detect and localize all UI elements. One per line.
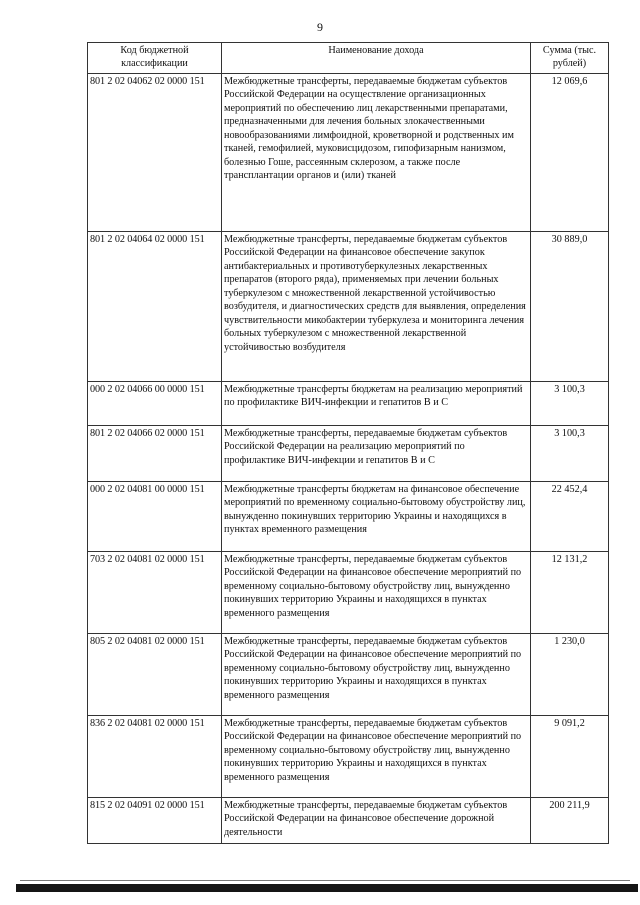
- row-sum: 12 069,6: [531, 74, 609, 232]
- table-row: [88, 634, 609, 716]
- row-code: 703 2 02 04081 02 0000 151: [88, 552, 222, 634]
- row-sum: 9 091,2: [531, 716, 609, 798]
- row-name: Межбюджетные трансферты бюджетам на реализацию мероприятий по профилактике ВИЧ-инфекции и гепатитов В и С: [222, 382, 531, 426]
- table-row: [88, 232, 609, 382]
- table-row: [88, 798, 609, 844]
- row-name: Межбюджетные трансферты, передаваемые бюджетам субъектов Российской Федерации на осуществление организационных мероприятий по обеспечению лиц лекарственными препаратами, предназначенными для лечения больных злокачественными новообразованиями лимфоидной, кроветворной и родственных им тканей, гемофилией, муковисцидозом, гипофизарным нанизмом, болезнью Гоше, рассеянным склерозом, а также после трансплантации органов и (или) тканей: [222, 74, 531, 232]
- row-name: Межбюджетные трансферты, передаваемые бюджетам субъектов Российской Федерации на финансовое обеспечение закупок антибактериальных и противотуберкулезных лекарственных препаратов (второго ряда), применяемых при лечении больных туберкулезом с множественной лекарственной устойчивостью возбудителя, и диагностических средств для выявления, определения чувствительности микобактерии туберкулеза и мониторинга лечения больных туберкулезом с множественной лекарственной устойчивостью возбудителя: [222, 232, 531, 382]
- table-row: [88, 74, 609, 232]
- table-header-row: [88, 43, 609, 74]
- row-sum: 3 100,3: [531, 426, 609, 482]
- table-row: [88, 382, 609, 426]
- header-name: Наименование дохода: [222, 43, 531, 74]
- row-sum: 12 131,2: [531, 552, 609, 634]
- row-sum: 3 100,3: [531, 382, 609, 426]
- row-name: Межбюджетные трансферты бюджетам на финансовое обеспечение мероприятий по временному социально-бытовому обустройству лиц, вынужденно покинувших территорию Украины и находящихся в пунктах временного размещения: [222, 482, 531, 552]
- table-row: [88, 552, 609, 634]
- row-code: 815 2 02 04091 02 0000 151: [88, 798, 222, 844]
- row-code: 801 2 02 04064 02 0000 151: [88, 232, 222, 382]
- table-row: [88, 716, 609, 798]
- row-code: 805 2 02 04081 02 0000 151: [88, 634, 222, 716]
- row-name: Межбюджетные трансферты, передаваемые бюджетам субъектов Российской Федерации на финансовое обеспечение дорожной деятельности: [222, 798, 531, 844]
- scan-edge-bar: [16, 884, 638, 892]
- row-code: 801 2 02 04062 02 0000 151: [88, 74, 222, 232]
- table-row: [88, 482, 609, 552]
- row-name: Межбюджетные трансферты, передаваемые бюджетам субъектов Российской Федерации на финансовое обеспечение мероприятий по временному социально-бытовому обустройству лиц, вынужденно покинувших территорию Украины и находящихся в пунктах временного размещения: [222, 716, 531, 798]
- row-name: Межбюджетные трансферты, передаваемые бюджетам субъектов Российской Федерации на финансовое обеспечение мероприятий по временному социально-бытовому обустройству лиц, вынужденно покинувших территорию Украины и находящихся в пунктах временного размещения: [222, 552, 531, 634]
- page-number: 9: [317, 20, 323, 34]
- table-row: [88, 426, 609, 482]
- header-sum: Сумма (тыс. рублей): [531, 43, 609, 74]
- row-code: 000 2 02 04066 00 0000 151: [88, 382, 222, 426]
- row-sum: 1 230,0: [531, 634, 609, 716]
- row-sum: 30 889,0: [531, 232, 609, 382]
- row-name: Межбюджетные трансферты, передаваемые бюджетам субъектов Российской Федерации на реализацию мероприятий по профилактике ВИЧ-инфекции и гепатитов В и С: [222, 426, 531, 482]
- scan-edge-line: [20, 880, 630, 881]
- row-sum: 22 452,4: [531, 482, 609, 552]
- header-code: Код бюджетной классификации: [88, 43, 222, 74]
- row-name: Межбюджетные трансферты, передаваемые бюджетам субъектов Российской Федерации на финансовое обеспечение мероприятий по временному социально-бытовому обустройству лиц, вынужденно покинувших территорию Украины и находящихся в пунктах временного размещения: [222, 634, 531, 716]
- row-code: 801 2 02 04066 02 0000 151: [88, 426, 222, 482]
- revenue-table: [87, 42, 609, 844]
- row-sum: 200 211,9: [531, 798, 609, 844]
- row-code: 000 2 02 04081 00 0000 151: [88, 482, 222, 552]
- row-code: 836 2 02 04081 02 0000 151: [88, 716, 222, 798]
